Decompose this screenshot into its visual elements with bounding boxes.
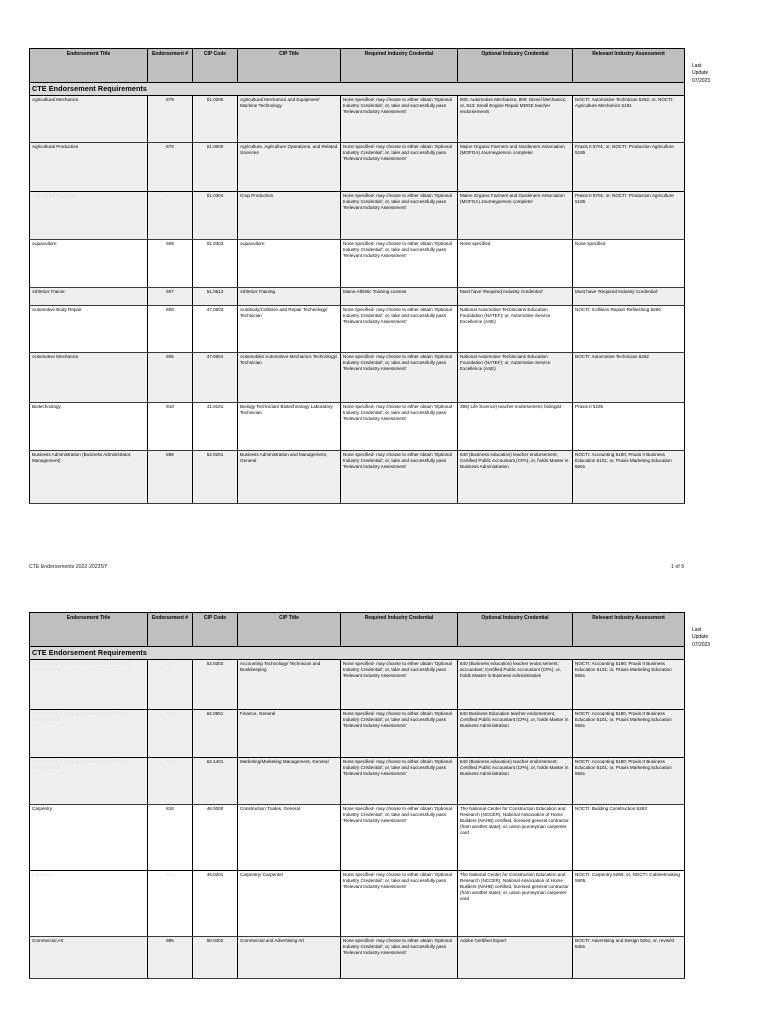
cell-optional-credential: Maine Organic Farmers and Gardeners Association (MOFGA) Journeyperson completer: [458, 191, 573, 239]
cell-endorsement-number: 898: [148, 659, 193, 709]
cell-required-credential: None specified- may choose to either obtain 'Optional Industry Credential'; or, take and successfully pass 'Relevant Industry Assessment': [341, 450, 458, 503]
last-update-note-page-1: [692, 63, 732, 85]
table-row: [30, 870, 685, 936]
cell-cip-title: Construction Trades, General: [238, 804, 341, 870]
cell-endorsement-number: 810: [148, 804, 193, 870]
cell-cip-title: Agricultural Mechanics and Equipment/ Machine Technology: [238, 95, 341, 142]
cell-cip-code: 01.0303: [193, 239, 238, 287]
cell-endorsement-title: Business Administration (Business Administrator, Management): [30, 450, 148, 503]
cell-cip-code: 01.0205: [193, 95, 238, 142]
cell-cip-code: 51.0913: [193, 287, 238, 305]
cell-required-credential: None specified- may choose to either obtain 'Optional Industry Credential'; or, take and successfully pass 'Relevant Industry Assessment': [341, 352, 458, 402]
cell-required-credential: None specified- may choose to either obtain 'Optional Industry Credential'; or, take and successfully pass 'Relevant Industry Assessment': [341, 305, 458, 352]
column-header-required-credential: Required Industry Credential: [341, 49, 458, 83]
table-row: [30, 287, 685, 305]
cell-cip-title: Business Administration and Management, General: [238, 450, 341, 503]
cell-relevant-assessment: Praxis II 5701; or, NOCTI: Production Agriculture 5185: [573, 191, 685, 239]
cell-endorsement-title: Commercial Art: [30, 936, 148, 978]
cell-cip-title: Athletics Training: [238, 287, 341, 305]
cell-optional-credential: None specified: [458, 239, 573, 287]
cte-endorsement-table-page-1: [29, 48, 685, 504]
cell-endorsement-number: 885: [148, 936, 193, 978]
cell-required-credential: None specified- may choose to either obtain 'Optional Industry Credential'; or, take and successfully pass 'Relevant Industry Assessment': [341, 142, 458, 191]
cell-optional-credential: 805: Automotive Mechanics, 809: Diesel Mechanics; or, 813: Small Engine Repair MDOE teacher endorsements: [458, 95, 573, 142]
table-row: [30, 402, 685, 450]
cell-cip-title: Biology Technician/ Biotechnology Laboratory Technician: [238, 402, 341, 450]
table-title-band-page-2: [30, 646, 685, 659]
column-header-endorsement-title: Endorsement Title: [30, 613, 148, 647]
cell-required-credential: None specified- may choose to either obtain 'Optional Industry Credential'; or, take and successfully pass 'Relevant Industry Assessment': [341, 936, 458, 978]
column-header-relevant-assessment: Relevant Industry Assessment: [573, 49, 685, 83]
last-update-line-1: Last: [692, 63, 702, 69]
cell-relevant-assessment: None specified: [573, 239, 685, 287]
cell-endorsement-title: Aquaculture: [30, 239, 148, 287]
cell-required-credential: None specified- may choose to either obtain 'Optional Industry Credential'; or, take and successfully pass 'Relevant Industry Assessment': [341, 804, 458, 870]
table-body-page-2: [30, 659, 685, 978]
document-page-2: [0, 612, 768, 1024]
cell-relevant-assessment: NOCTI: Carpentry 5265; or, NOCTI: Cabinetmaking 5905,: [573, 870, 685, 936]
cell-endorsement-number: 805: [148, 352, 193, 402]
table-row: [30, 95, 685, 142]
cell-required-credential: None specified- may choose to either obtain 'Optional Industry Credential'; or, take and successfully pass 'Relevant Industry Assessment': [341, 95, 458, 142]
footer-document-label: CTE Endorsements 2022-2023SY: [29, 564, 108, 570]
column-header-cip-title: CIP Title: [238, 49, 341, 83]
last-update-note-page-2: [692, 627, 732, 649]
cell-required-credential: None specified- may choose to either obtain 'Optional Industry Credential'; or, take and successfully pass 'Relevant Industry Assessment': [341, 757, 458, 804]
table-row: [30, 659, 685, 709]
cell-relevant-assessment: NOCTI: Accounting 5180; Praxis II Business Education 5101; or, Praxis Marketing Education 5561: [573, 659, 685, 709]
cell-required-credential: None specified- may choose to either obtain 'Optional Industry Credential'; or, take and successfully pass 'Relevant Industry Assessment': [341, 870, 458, 936]
cell-required-credential: None specified- may choose to either obtain 'Optional Industry Credential'; or, take and successfully pass 'Relevant Industry Assessment': [341, 239, 458, 287]
table-row: [30, 804, 685, 870]
cell-optional-credential: National Automotive Technicians Education Foundation (NATEF); or, Automotive Service Excellence (ASE): [458, 305, 573, 352]
document-title-page-2: CTE Endorsement Requirements: [30, 646, 685, 659]
cell-endorsement-title: Agricultural Mechanics: [30, 95, 148, 142]
cell-cip-title: Agriculture, Agriculture Operations, and Related Sciences: [238, 142, 341, 191]
table-row: [30, 239, 685, 287]
cell-required-credential: None specified- may choose to either obtain 'Optional Industry Credential'; or, take and successfully pass 'Relevant Industry Assessment': [341, 659, 458, 709]
cell-cip-title: Finance, General: [238, 709, 341, 757]
last-update-line-2: Update: [692, 634, 709, 641]
cell-optional-credential: Maine Organic Farmers and Gardeners Association (MOFGA) Journeyperson completer: [458, 142, 573, 191]
table-row: [30, 305, 685, 352]
column-header-endorsement-title: Endorsement Title: [30, 49, 148, 83]
cell-optional-credential: The National Center for Construction Education and Research (NCCER), National Association of Home Builders (NAHB) certified, licensed general contractor (from another state); or, union journeyman carpenter card: [458, 804, 573, 870]
cell-endorsement-number: 870: [148, 142, 193, 191]
cell-endorsement-number: 898: [148, 757, 193, 804]
cell-endorsement-title: Business Administration (Business Administrator, Management): [30, 659, 148, 709]
cell-relevant-assessment: Praxis II 5235: [573, 402, 685, 450]
cell-cip-title: Automobile/ Automotive Mechanics Technology/ Technician: [238, 352, 341, 402]
table-row: [30, 709, 685, 757]
cell-cip-code: 52.1401: [193, 757, 238, 804]
cte-endorsement-table-page-2: [29, 612, 685, 979]
cell-cip-title: Commercial and Advertising Art: [238, 936, 341, 978]
cell-required-credential: None specified- may choose to either obtain 'Optional Industry Credential'; or, take and successfully pass 'Relevant Industry Assessment': [341, 402, 458, 450]
cell-cip-code: 01.0304: [193, 191, 238, 239]
column-header-cip-code: CIP Code: [193, 49, 238, 83]
cell-relevant-assessment: NOCTI: Advertising and Design 5261; or, revised 5361: [573, 936, 685, 978]
cell-endorsement-title: Business Administration (Business Administrator, Management): [30, 757, 148, 804]
last-update-line-1: Last: [692, 627, 702, 633]
last-update-line-3: 07/2023: [692, 641, 711, 648]
table-row: [30, 191, 685, 239]
table-row: [30, 352, 685, 402]
cell-relevant-assessment: NOCTI: Collision Repair/ Refinishing 5266: [573, 305, 685, 352]
table-row: [30, 142, 685, 191]
column-header-optional-credential: Optional Industry Credential: [458, 613, 573, 647]
cell-cip-code: 46.0201: [193, 870, 238, 936]
cell-endorsement-number: 907: [148, 287, 193, 305]
cell-relevant-assessment: NOCTI: Automotive Technician 5262: [573, 352, 685, 402]
cell-endorsement-title: Athletics Trainer: [30, 287, 148, 305]
cell-endorsement-number: 810: [148, 870, 193, 936]
cell-cip-code: 50.0402: [193, 936, 238, 978]
cell-required-credential: Maine Athletic Training License: [341, 287, 458, 305]
cell-cip-title: Aquaculture: [238, 239, 341, 287]
table-container-page-1: [29, 48, 684, 504]
cell-required-credential: None specified- may choose to either obtain 'Optional Industry Credential'; or, take and successfully pass 'Relevant Industry Assessment': [341, 191, 458, 239]
last-update-line-2: Update: [692, 70, 709, 77]
cell-endorsement-title: Agricultural Production: [30, 191, 148, 239]
cell-cip-title: Marketing/Marketing Management, General: [238, 757, 341, 804]
column-header-cip-code: CIP Code: [193, 613, 238, 647]
table-title-band: [30, 82, 685, 95]
cell-endorsement-title: Carpentry: [30, 804, 148, 870]
cell-endorsement-number: 808: [148, 305, 193, 352]
cell-endorsement-number: 910: [148, 402, 193, 450]
footer-page-number: 1 of 9: [671, 564, 684, 570]
cell-cip-title: Carpentry/ Carpenter: [238, 870, 341, 936]
table-header-row-page-2: [30, 613, 685, 647]
cell-relevant-assessment: NOCTI: Accounting 5180; Praxis II Business Education 5101; or, Praxis Marketing Education 5561: [573, 450, 685, 503]
cell-endorsement-number: 909: [148, 239, 193, 287]
cell-endorsement-number: 879: [148, 95, 193, 142]
cell-cip-title: Accounting Technology/ Technician and Bookkeeping: [238, 659, 341, 709]
last-update-line-3: 07/2023: [692, 77, 711, 84]
document-title: CTE Endorsement Requirements: [30, 82, 685, 95]
table-row: [30, 757, 685, 804]
cell-endorsement-title: Biotechnology: [30, 402, 148, 450]
cell-optional-credential: 640 (Business education) teacher endorsement; Certified Public Accountant (CPA); or, holds Master in Business Administration: [458, 757, 573, 804]
cell-cip-title: Crop Production: [238, 191, 341, 239]
table-container-page-2: [29, 612, 684, 979]
table-body-page-1: [30, 95, 685, 503]
column-header-relevant-assessment: Relevant Industry Assessment: [573, 613, 685, 647]
cell-optional-credential: National Automotive Technicians Education Foundation (NATEF); or, Automotive Service Excellence (ASE): [458, 352, 573, 402]
cell-endorsement-title: Business Administration (Business Administrator, Management): [30, 709, 148, 757]
cell-cip-code: 52.0201: [193, 450, 238, 503]
cell-cip-code: 47.0604: [193, 352, 238, 402]
cell-cip-code: 41.0101: [193, 402, 238, 450]
cell-endorsement-title: Automotive Body Repair: [30, 305, 148, 352]
cell-cip-code: 52.0302: [193, 659, 238, 709]
cell-endorsement-title: Automotive Mechanics: [30, 352, 148, 402]
cell-cip-code: 46.0000: [193, 804, 238, 870]
cell-optional-credential: 640 Business Education teacher endorsement, Certified Public Accountant (CPA); or, holds Master in Business Administration: [458, 709, 573, 757]
cell-endorsement-number: 898: [148, 709, 193, 757]
cell-optional-credential: 640 (Business education) teacher endorsement; Certified Public Accountant (CPA); or, holds Master in Business Administration: [458, 450, 573, 503]
cell-optional-credential: 395( Life Science) teacher endorsement; biologist: [458, 402, 573, 450]
cell-optional-credential: The National Center for Construction Education and Research (NCCER), National Association of Home Builders (NAHB) certified, licensed general contractor (from another state); or, union journeyman carpenter card: [458, 870, 573, 936]
cell-relevant-assessment: NOCTI: Accounting 5180, Praxis II Business Education 5101; or, Praxis Marketing Education 5561: [573, 709, 685, 757]
cell-cip-title: Autobody/Collision and Repair Technology/ Technician: [238, 305, 341, 352]
column-header-endorsement-number: Endorsement #: [148, 49, 193, 83]
cell-endorsement-title: Agricultural Production: [30, 142, 148, 191]
cell-endorsement-number: 870: [148, 191, 193, 239]
cell-relevant-assessment: NOCTI: Automotive Technician 5262; or, NOCTI: Agriculture Mechanics 5181: [573, 95, 685, 142]
cell-required-credential: None specified- may choose to either obtain 'Optional Industry Credential'; or, take and successfully pass 'Relevant Industry Assessment': [341, 709, 458, 757]
table-header-row: [30, 49, 685, 83]
cell-optional-credential: Must have 'Required Industry Credential': [458, 287, 573, 305]
table-row: [30, 450, 685, 503]
cell-optional-credential: 640 (Business education) teacher endor,sement; accountant; Certified Public Accountant (CPA), or, holds Master in Business Administration: [458, 659, 573, 709]
column-header-endorsement-number: Endorsement #: [148, 613, 193, 647]
cell-relevant-assessment: Praxis II 5701; or, NOCTI: Production Agriculture 5185: [573, 142, 685, 191]
cell-endorsement-number: 898: [148, 450, 193, 503]
cell-optional-credential: Adobe Certified Expert: [458, 936, 573, 978]
cell-cip-code: 01.0000: [193, 142, 238, 191]
cell-relevant-assessment: NOCTI: Accounting 5180; Praxis II Business Education 5101; or, Praxis Marketing Education 5561: [573, 757, 685, 804]
column-header-cip-title: CIP Title: [238, 613, 341, 647]
cell-endorsement-title: Carpentry: [30, 870, 148, 936]
column-header-optional-credential: Optional Industry Credential: [458, 49, 573, 83]
table-header-page-1: [30, 49, 685, 83]
cell-cip-code: 47.0603: [193, 305, 238, 352]
table-row: [30, 936, 685, 978]
column-header-required-credential: Required Industry Credential: [341, 613, 458, 647]
cell-relevant-assessment: NOCTI: Building Construction 5263: [573, 804, 685, 870]
cell-cip-code: 52.0801: [193, 709, 238, 757]
cell-relevant-assessment: Must have 'Required Industry Credential': [573, 287, 685, 305]
table-header-page-2: [30, 613, 685, 647]
